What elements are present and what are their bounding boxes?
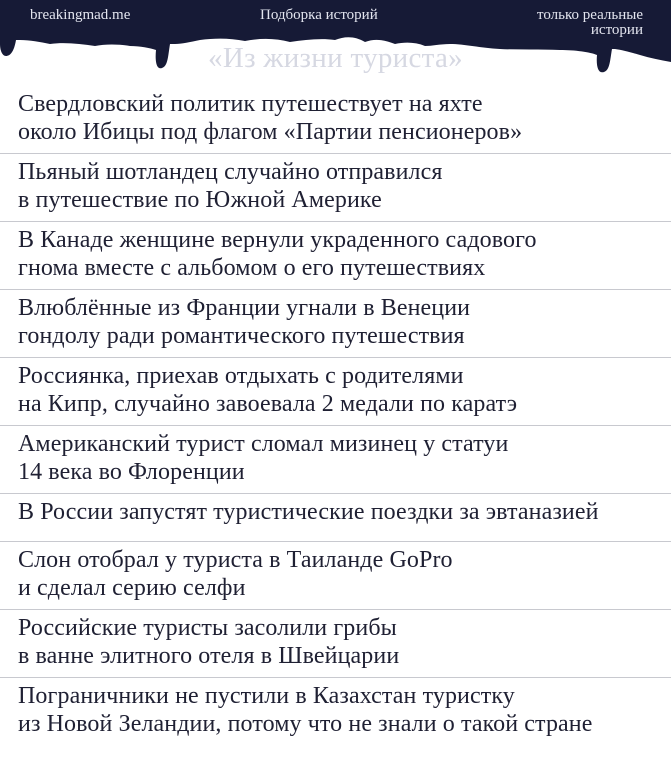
story-item[interactable] — [0, 610, 671, 678]
story-line: 14 века во Флоренции — [18, 459, 245, 485]
story-line: В Канаде женщине вернули украденного садового — [18, 227, 537, 253]
story-item[interactable] — [0, 86, 671, 154]
story-line: Россиянка, приехав отдыхать с родителями — [18, 363, 464, 389]
story-item[interactable] — [0, 678, 671, 746]
tagline-line2: истории — [590, 22, 643, 38]
story-line: Слон отобрал у туриста в Таиланде GoPro — [18, 547, 453, 573]
story-line: в путешествие по Южной Америке — [18, 187, 382, 213]
story-line: гондолу ради романтического путешествия — [18, 323, 465, 349]
story-line: и сделал серию селфи — [18, 575, 246, 601]
story-line: гнома вместе с альбомом о его путешествиях — [18, 255, 486, 281]
story-item[interactable] — [0, 154, 671, 222]
story-list — [0, 86, 671, 746]
story-item[interactable] — [0, 542, 671, 610]
story-line: в ванне элитного отеля в Швейцарии — [18, 643, 400, 669]
story-line: Влюблённые из Франции угнали в Венеции — [18, 295, 471, 321]
story-item[interactable] — [0, 222, 671, 290]
story-line: около Ибицы под флагом «Партии пенсионеров» — [18, 119, 523, 145]
story-line: из Новой Зеландии, потому что не знали о такой стране — [18, 711, 593, 737]
header-banner — [0, 0, 671, 82]
story-line: В России запустят туристические поездки за эвтаназией — [18, 499, 599, 525]
site-name: breakingmad.me — [30, 7, 131, 23]
story-line: Российские туристы засолили грибы — [18, 615, 397, 641]
story-item[interactable] — [0, 426, 671, 494]
section-label: Подборка историй — [260, 7, 378, 23]
story-line: Пьяный шотландец случайно отправился — [18, 159, 443, 185]
story-item[interactable] — [0, 358, 671, 426]
story-item[interactable] — [0, 494, 671, 542]
story-line: Американский турист сломал мизинец у статуи — [18, 431, 509, 457]
story-line: на Кипр, случайно завоевала 2 медали по каратэ — [18, 391, 518, 417]
tagline — [493, 8, 643, 38]
story-line: Свердловский политик путешествует на яхте — [18, 91, 483, 117]
story-line: Пограничники не пустили в Казахстан туристку — [18, 683, 515, 709]
story-item[interactable] — [0, 290, 671, 358]
collection-title: «Из жизни туриста» — [208, 42, 463, 74]
tagline-line1: только реальные — [537, 7, 643, 23]
